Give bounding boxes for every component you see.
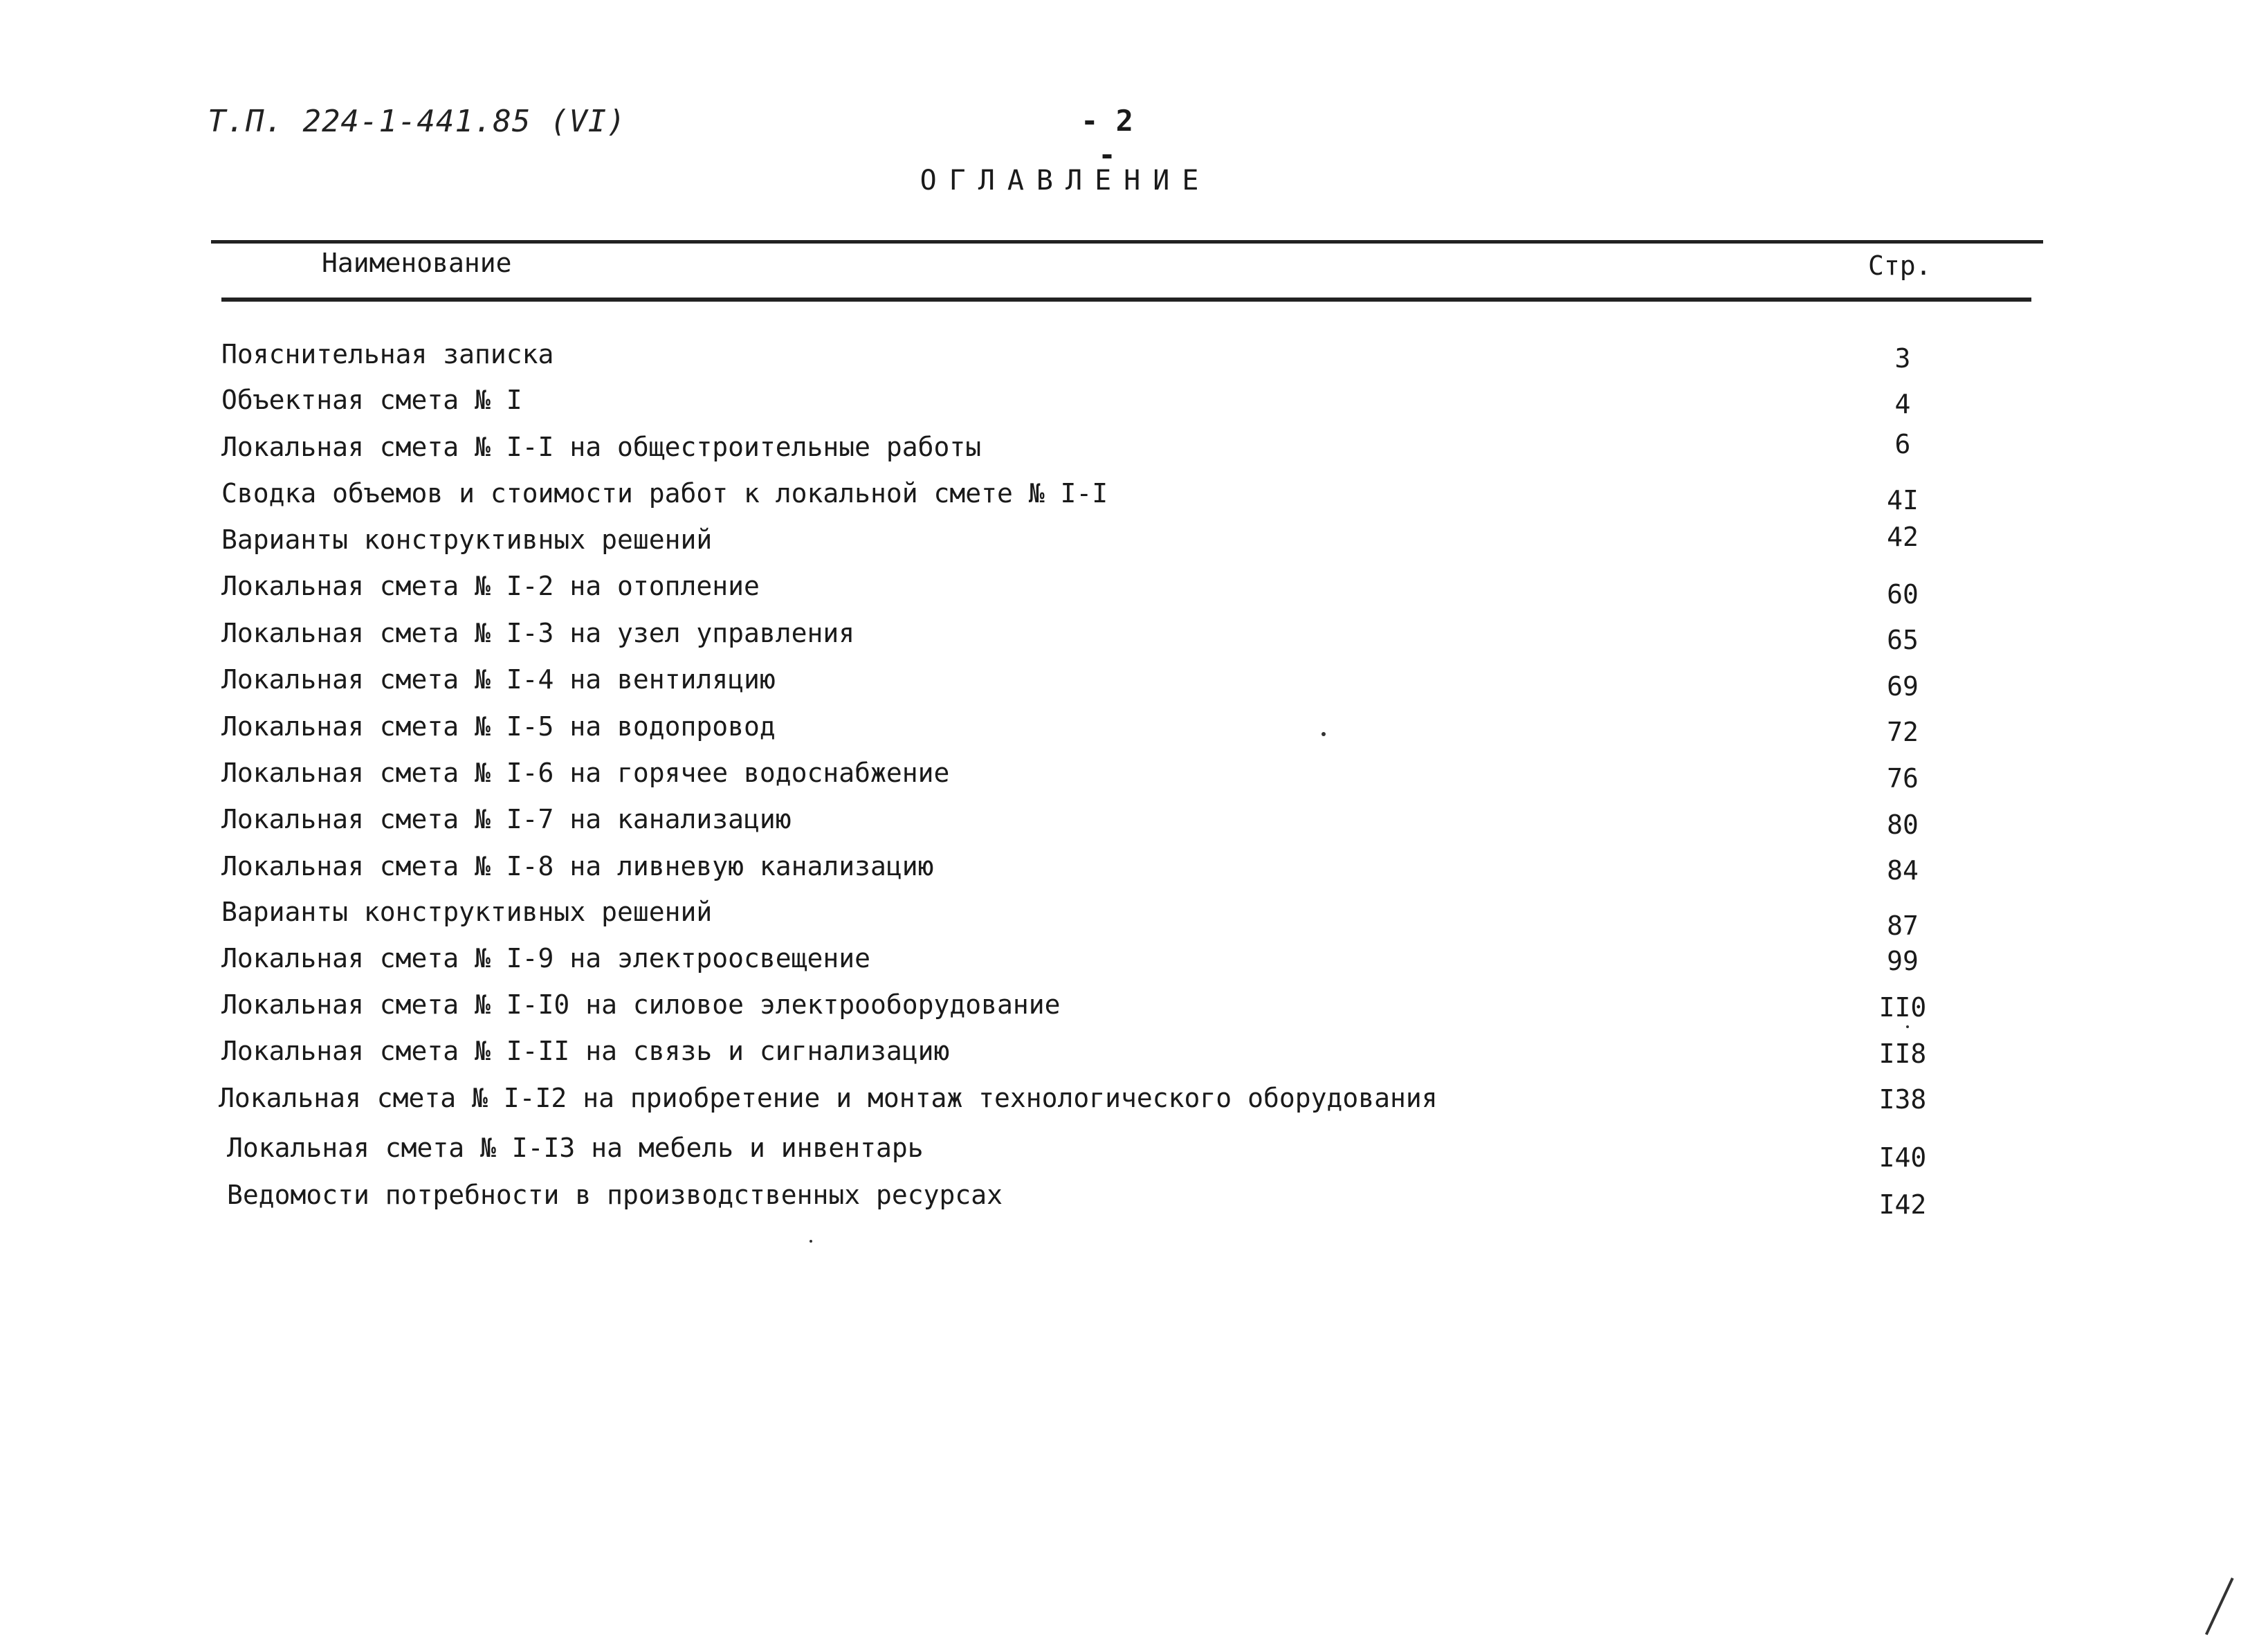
- table-row: [0, 804, 2268, 845]
- toc-entry-title: Локальная смета № I-II на связь и сигнализацию: [221, 1036, 950, 1066]
- scan-speck: [1322, 732, 1326, 736]
- table-row: [0, 1180, 2268, 1221]
- toc-entry-title: Локальная смета № I-I0 на силовое электрооборудование: [221, 989, 1061, 1020]
- toc-entry-title: Сводка объемов и стоимости работ к локальной смете № I-I: [221, 478, 1108, 509]
- scan-speck: [810, 1240, 812, 1243]
- toc-entry-title: Локальная смета № I-I3 на мебель и инвентарь: [227, 1133, 924, 1163]
- toc-entry-page: 60: [1887, 579, 1919, 610]
- table-row: [0, 664, 2268, 706]
- toc-entry-page: I42: [1878, 1189, 1927, 1220]
- document-code: Т.П. 224-1-441.85 (VI): [208, 104, 626, 139]
- toc-entry-title: Локальная смета № I-2 на отопление: [221, 571, 760, 601]
- toc-entry-page: 99: [1887, 946, 1919, 976]
- page-title: ОГЛАВЛЕНИЕ: [920, 165, 1211, 196]
- toc-entry-title: Ведомости потребности в производственных ресурсах: [227, 1180, 1003, 1210]
- toc-entry-title: Локальная смета № I-3 на узел управления: [221, 618, 855, 648]
- toc-entry-page: II0: [1878, 992, 1927, 1023]
- toc-entry-title: Локальная смета № I-8 на ливневую канализацию: [221, 851, 934, 881]
- table-row: [0, 897, 2268, 941]
- pen-mark: [2205, 1577, 2234, 1635]
- table-row: [0, 429, 2268, 473]
- table-row: [0, 524, 2268, 566]
- table-rule-top: [211, 240, 2043, 244]
- toc-entry-page: 3: [1894, 343, 1911, 374]
- toc-entry-title: Локальная смета № I-I2 на приобретение и монтаж технологического оборудования: [219, 1083, 1438, 1113]
- toc-entry-title: Локальная смета № I-9 на электроосвещение: [221, 943, 870, 973]
- toc-entry-title: Варианты конструктивных решений: [221, 524, 713, 555]
- table-row: [0, 339, 2268, 381]
- table-row: [0, 711, 2268, 753]
- toc-entry-page: 4: [1894, 389, 1911, 419]
- toc-entry-title: Локальная смета № I-7 на канализацию: [221, 804, 792, 834]
- table-row: [0, 478, 2268, 520]
- toc-entry-title: Объектная смета № I: [221, 385, 522, 415]
- toc-entry-title: Локальная смета № I-I на общестроительные работы: [221, 432, 982, 462]
- table-row: [0, 758, 2268, 799]
- toc-entry-page: I38: [1878, 1084, 1927, 1115]
- table-row: [0, 385, 2268, 426]
- toc-entry-page: 6: [1894, 429, 1911, 459]
- toc-entry-title: Варианты конструктивных решений: [221, 897, 713, 927]
- table-row: [0, 1133, 2268, 1174]
- toc-entry-title: Локальная смета № I-4 на вентиляцию: [221, 664, 776, 695]
- toc-entry-page: 87: [1887, 911, 1919, 941]
- page-number: - 2 -: [1081, 104, 1133, 172]
- table-row: [0, 989, 2268, 1031]
- toc-entry-title: Локальная смета № I-6 на горячее водоснабжение: [221, 758, 950, 788]
- toc-entry-page: 65: [1887, 625, 1919, 655]
- table-row: [0, 851, 2268, 893]
- table-rule-bottom: [221, 298, 2031, 302]
- toc-entry-title: Локальная смета № I-5 на водопровод: [221, 711, 776, 742]
- table-row: [0, 943, 2268, 985]
- toc-entry-page: 42: [1887, 522, 1919, 552]
- table-row: [0, 1036, 2268, 1077]
- toc-entry-title: Пояснительная записка: [221, 339, 554, 369]
- table-row: [0, 1083, 2268, 1124]
- toc-entry-page: 4I: [1887, 485, 1919, 515]
- toc-entry-page: 80: [1887, 810, 1919, 840]
- toc-entry-page: I40: [1878, 1142, 1927, 1173]
- column-header-page: Стр.: [1868, 250, 1932, 281]
- table-row: [0, 618, 2268, 659]
- toc-entry-page: 76: [1887, 763, 1919, 794]
- scan-speck: [1906, 1025, 1909, 1028]
- toc-entry-page: 84: [1887, 855, 1919, 886]
- toc-entry-page: 72: [1887, 717, 1919, 747]
- table-row: [0, 571, 2268, 612]
- toc-entry-page: II8: [1878, 1039, 1927, 1069]
- column-header-name: Наименование: [322, 248, 512, 278]
- toc-entry-page: 69: [1887, 671, 1919, 702]
